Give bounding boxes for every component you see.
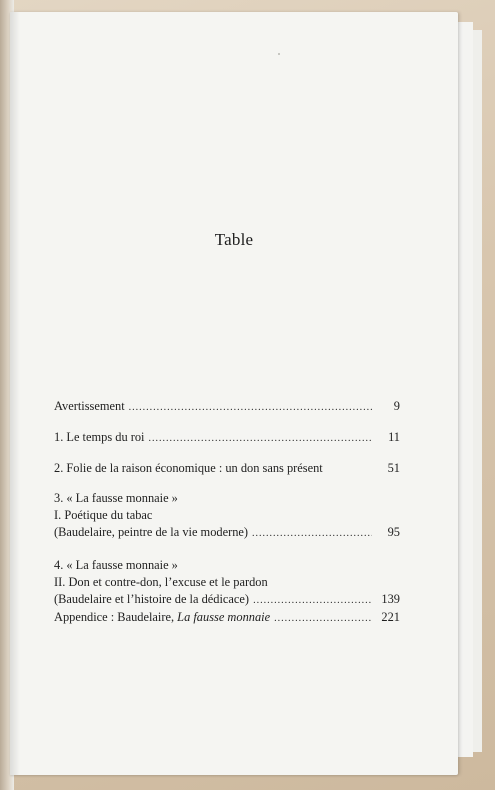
toc-entry-appendix — [54, 609, 400, 627]
page-title: Table — [214, 230, 254, 249]
appendix-label-prefix: Appendice : Baudelaire, — [54, 610, 178, 624]
toc-entry-label: Avertissement — [54, 399, 125, 413]
toc-page-number: 95 — [387, 525, 400, 539]
dot-leader — [252, 525, 372, 542]
toc-entry-label: 2. Folie de la raison économique : un don sans présent — [54, 461, 323, 475]
toc-row — [54, 524, 400, 542]
toc-entry-avertissement — [54, 398, 400, 416]
toc-chapter-heading: 4. « La fausse monnaie » — [54, 558, 178, 572]
toc-entry-chapter-3 — [54, 490, 400, 542]
toc-entry-chapter-1 — [54, 429, 400, 447]
toc-row — [54, 398, 400, 416]
toc-row — [54, 591, 400, 609]
toc-entry-label: (Baudelaire et l’histoire de la dédicace) — [54, 592, 250, 606]
toc-page-number: 11 — [388, 430, 400, 444]
paper-speck — [278, 53, 280, 55]
appendix-label-title: La fausse monnaie — [177, 610, 271, 624]
table-of-contents — [54, 398, 400, 627]
toc-chapter-subheading: I. Poétique du tabac — [54, 508, 153, 522]
toc-chapter-subheading: II. Don et contre-don, l’excuse et le pardon — [54, 575, 268, 589]
toc-page-number: 51 — [387, 461, 400, 475]
toc-page-number: 139 — [381, 592, 400, 606]
toc-entry-label: (Baudelaire, peintre de la vie moderne) — [54, 525, 249, 539]
toc-chapter-heading: 3. « La fausse monnaie » — [54, 491, 178, 505]
toc-page-number: 9 — [393, 399, 400, 413]
dot-leader — [253, 592, 372, 609]
toc-row — [54, 460, 400, 477]
book-page — [10, 12, 458, 775]
dot-leader — [149, 430, 372, 447]
dot-leader — [274, 610, 372, 627]
toc-entry-chapter-2 — [54, 460, 400, 477]
toc-entry-label — [54, 609, 270, 626]
dot-leader — [129, 399, 372, 416]
toc-page-number: 221 — [381, 610, 400, 624]
toc-entry-label: 1. Le temps du roi — [54, 430, 145, 444]
toc-entry-chapter-4 — [54, 557, 400, 627]
toc-row — [54, 429, 400, 447]
